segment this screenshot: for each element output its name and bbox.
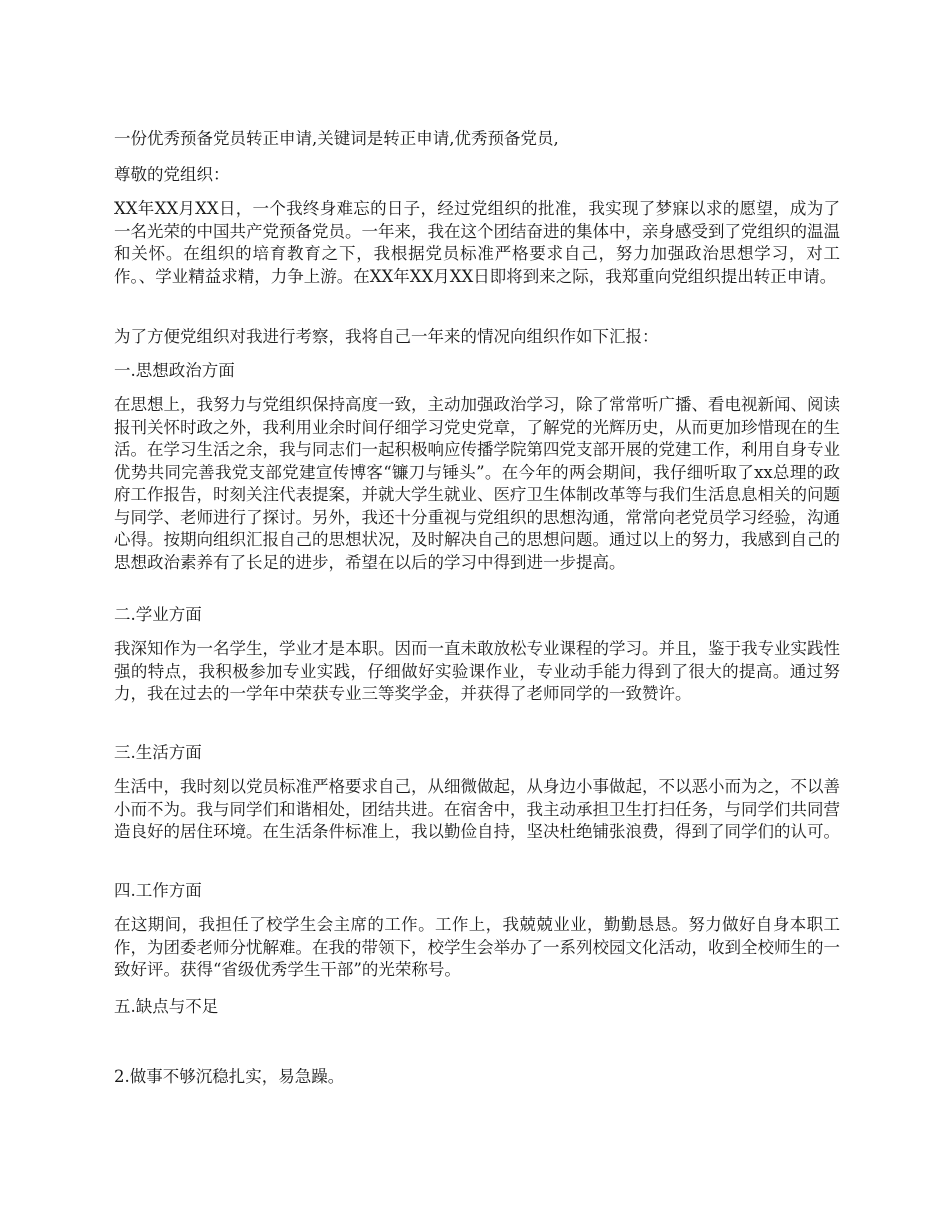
section-body-political: 在思想上，我努力与党组织保持高度一致，主动加强政治学习，除了常常听广播、看电视新闻、阅读报刊关怀时政之外，我利用业余时间仔细学习党史党章，了解党的光辉历史，从而更加珍惜现在的生活。在学习生活之余，我与同志们一起积极响应传播学院第四党支部开展的党建工作，利用自身专业优势共同完善我党支部党建宣传博客“镰刀与锤头”。在今年的两会期间，我仔细听取了xx总理的政府工作报告，时刻关注代表提案，并就大学生就业、医疗卫生体制改革等与我们生活息息相关的问题与同学、老师进行了探讨。另外，我还十分重视与党组织的思想沟通，常常向老党员学习经验，沟通心得。按期向组织汇报自己的思想状况，及时解决自己的思想问题。通过以上的努力，我感到自己的思想政治素养有了长足的进步，希望在以后的学习中得到进一步提高。 xyxy=(114,395,840,572)
document-title-line: 一份优秀预备党员转正申请,关键词是转正申请,优秀预备党员, xyxy=(114,129,559,148)
section-heading-shortcomings: 五.缺点与不足 xyxy=(114,997,219,1016)
intro-paragraph: XX年XX月XX日，一个我终身难忘的日子，经过党组织的批准，我实现了梦寐以求的愿望，成为了一名光荣的中国共产党预备党员。一年来，我在这个团结奋进的集体中，亲身感受到了党组织的温温和关怀。在组织的培育教育之下，我根据党员标准严格要求自己，努力加强政治思想学习，对工作。、学业精益求精，力争上游。在XX年XX月XX日即将到来之际，我郑重向党组织提出转正申请。 xyxy=(114,199,840,286)
shortcoming-item-2: 2.做事不够沉稳扎实，易急躁。 xyxy=(114,1067,345,1086)
section-heading-life: 三.生活方面 xyxy=(114,743,202,762)
report-intro: 为了方便党组织对我进行考察，我将自己一年来的情况向组织作如下汇报： xyxy=(114,327,659,346)
salutation: 尊敬的党组织： xyxy=(114,165,230,184)
section-heading-political: 一.思想政治方面 xyxy=(114,361,235,380)
section-body-work: 在这期间，我担任了校学生会主席的工作。工作上，我兢兢业业，勤勤恳恳。努力做好自身本职工作，为团委老师分忧解难。在我的带领下，校学生会举办了一系列校园文化活动，收到全校师生的一致好评。获得“省级优秀学生干部”的光荣称号。 xyxy=(114,915,840,979)
section-body-life: 生活中，我时刻以党员标准严格要求自己，从细微做起，从身边小事做起，不以恶小而为之，不以善小而不为。我与同学们和谐相处，团结共进。在宿舍中，我主动承担卫生打扫任务，与同学们共同营造良好的居住环境。在生活条件标准上，我以勤俭自持，坚决杜绝铺张浪费，得到了同学们的认可。 xyxy=(114,777,840,841)
document-page xyxy=(114,0,840,1230)
section-heading-work: 四.工作方面 xyxy=(114,881,202,900)
section-body-study: 我深知作为一名学生，学业才是本职。因而一直未敢放松专业课程的学习。并且，鉴于我专业实践性强的特点，我积极参加专业实践，仔细做好实验课作业，专业动手能力得到了很大的提高。通过努力，我在过去的一学年中荣获专业三等奖学金，并获得了老师同学的一致赞许。 xyxy=(114,639,840,703)
section-heading-study: 二.学业方面 xyxy=(114,605,202,624)
